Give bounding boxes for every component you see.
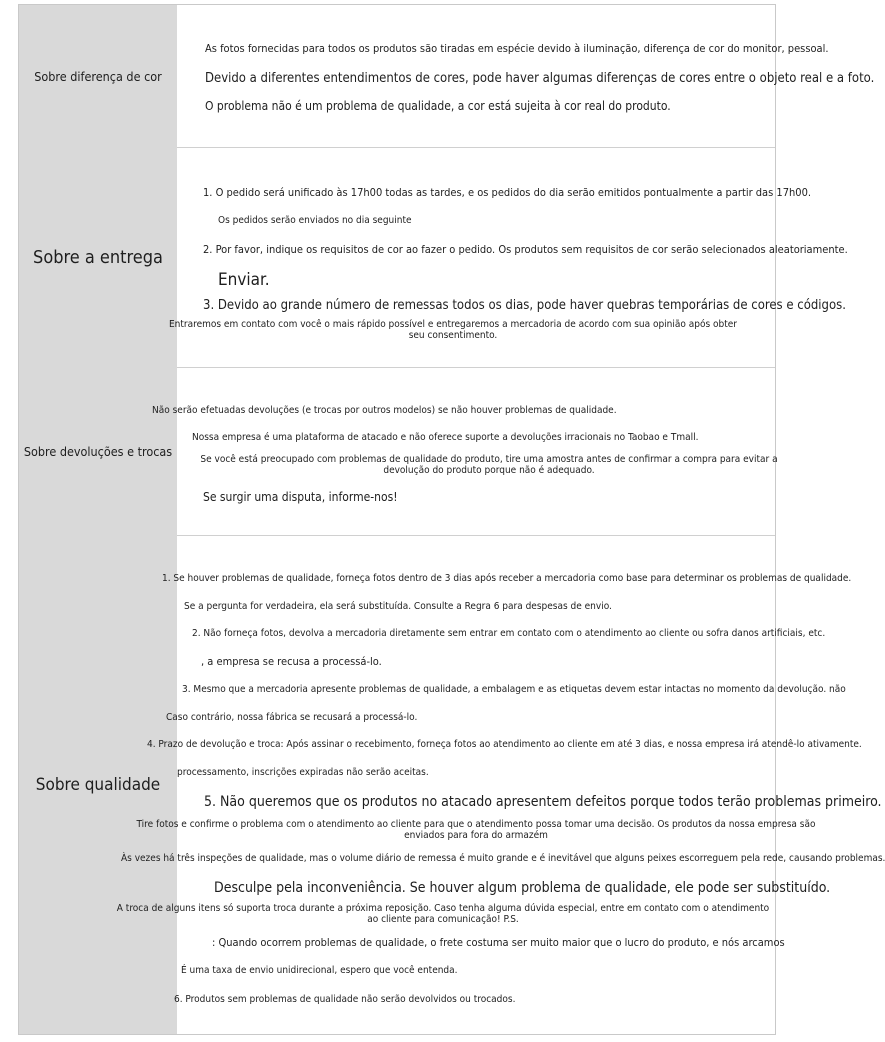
text-line: : Quando ocorrem problemas de qualidade, o frete costuma ser muito maior que o lucro do produto, e nós arcamos <box>212 936 785 949</box>
info-table <box>18 4 885 1035</box>
text-line: 5. Não queremos que os produtos no atacado apresentem defeitos porque todos terão problemas primeiro. <box>204 794 882 810</box>
text-line: Devido a diferentes entendimentos de cores, pode haver algumas diferenças de cores entre o objeto real e a foto. <box>205 71 875 86</box>
section-delivery <box>19 147 848 368</box>
text-line: Caso contrário, nossa fábrica se recusará a processá-lo. <box>166 712 418 723</box>
section-color-difference <box>19 5 875 148</box>
text-line: 4. Prazo de devolução e troca: Após assinar o recebimento, forneça fotos ao atendimento ao cliente em até 3 dias, e nossa empresa irá atendê-lo ativamente. <box>147 739 862 750</box>
text-line: 2. Não forneça fotos, devolva a mercadoria diretamente sem entrar em contato com o atendimento ao cliente ou sofra danos artificiais, etc. <box>192 628 826 639</box>
text-line: Se você está preocupado com problemas de qualidade do produto, tire uma amostra antes de confirmar a compra para evitar a devolução do produto porque não é adequado. <box>200 454 778 476</box>
section-content <box>177 5 875 147</box>
text-line: processamento, inscrições expiradas não serão aceitas. <box>177 767 429 778</box>
section-label-text: Sobre qualidade <box>35 774 161 795</box>
section-label-text: Sobre a entrega <box>33 246 163 268</box>
section-content <box>168 147 848 367</box>
text-line: O problema não é um problema de qualidade, a cor está sujeita à cor real do produto. <box>205 99 671 113</box>
section-content <box>19 367 778 535</box>
text-line: Entraremos em contato com você o mais rápido possível e entregaremos a mercadoria de acordo com sua opinião após obter seu consentimento. <box>168 319 738 341</box>
text-line: Se surgir uma disputa, informe-nos! <box>203 490 398 504</box>
text-line: Os pedidos serão enviados no dia seguinte <box>218 215 412 226</box>
section-quality <box>19 535 885 1034</box>
text-line: Às vezes há três inspeções de qualidade, mas o volume diário de remessa é muito grande e é inevitável que alguns peixes escorreguem pela rede, causando problemas. <box>121 853 885 864</box>
text-line: As fotos fornecidas para todos os produtos são tiradas em espécie devido à iluminação, diferença de cor do monitor, pessoal. <box>205 42 829 55</box>
text-line: É uma taxa de envio unidirecional, espero que você entenda. <box>181 965 458 976</box>
section-label <box>19 5 177 147</box>
text-line: Desculpe pela inconveniência. Se houver algum problema de qualidade, ele pode ser substituído. <box>214 880 831 896</box>
text-line: Tire fotos e confirme o problema com o atendimento ao cliente para que o atendimento possa tomar uma decisão. Os produtos da nossa empresa são enviados para fora do armazém <box>136 819 816 841</box>
text-line: 1. Se houver problemas de qualidade, forneça fotos dentro de 3 dias após receber a mercadoria como base para determinar os problemas de qualidade. <box>162 573 852 584</box>
text-line: , a empresa se recusa a processá-lo. <box>201 655 382 668</box>
text-line: 1. O pedido será unificado às 17h00 todas as tardes, e os pedidos do dia serão emitidos pontualmente a partir das 17h00. <box>203 186 812 199</box>
text-line: Não serão efetuadas devoluções (e trocas por outros modelos) se não houver problemas de qualidade. <box>152 405 617 416</box>
text-line: Nossa empresa é uma plataforma de atacado e não oferece suporte a devoluções irracionais no Taobao e Tmall. <box>192 432 699 443</box>
section-returns <box>19 367 778 536</box>
text-line: 2. Por favor, indique os requisitos de cor ao fazer o pedido. Os produtos sem requisitos de cor serão selecionados aleatoriamente. <box>203 243 848 256</box>
text-line: 6. Produtos sem problemas de qualidade não serão devolvidos ou trocados. <box>174 994 516 1005</box>
section-content <box>19 535 885 1034</box>
text-line: Se a pergunta for verdadeira, ela será substituída. Consulte a Regra 6 para despesas de envio. <box>184 601 612 612</box>
section-label-text: Sobre diferença de cor <box>34 68 162 84</box>
text-line: A troca de alguns itens só suporta troca durante a próxima reposição. Caso tenha alguma dúvida especial, entre em contato com o atendimento ao cliente para comunicação! P.S. <box>116 903 770 925</box>
section-label-text: Sobre devoluções e trocas <box>23 443 173 459</box>
text-line: 3. Mesmo que a mercadoria apresente problemas de qualidade, a embalagem e as etiquetas devem estar intactas no momento da devolução. não <box>182 684 846 695</box>
section-label <box>19 147 177 367</box>
text-line: Enviar. <box>218 270 270 290</box>
text-line: 3. Devido ao grande número de remessas todos os dias, pode haver quebras temporárias de cores e códigos. <box>203 298 846 313</box>
